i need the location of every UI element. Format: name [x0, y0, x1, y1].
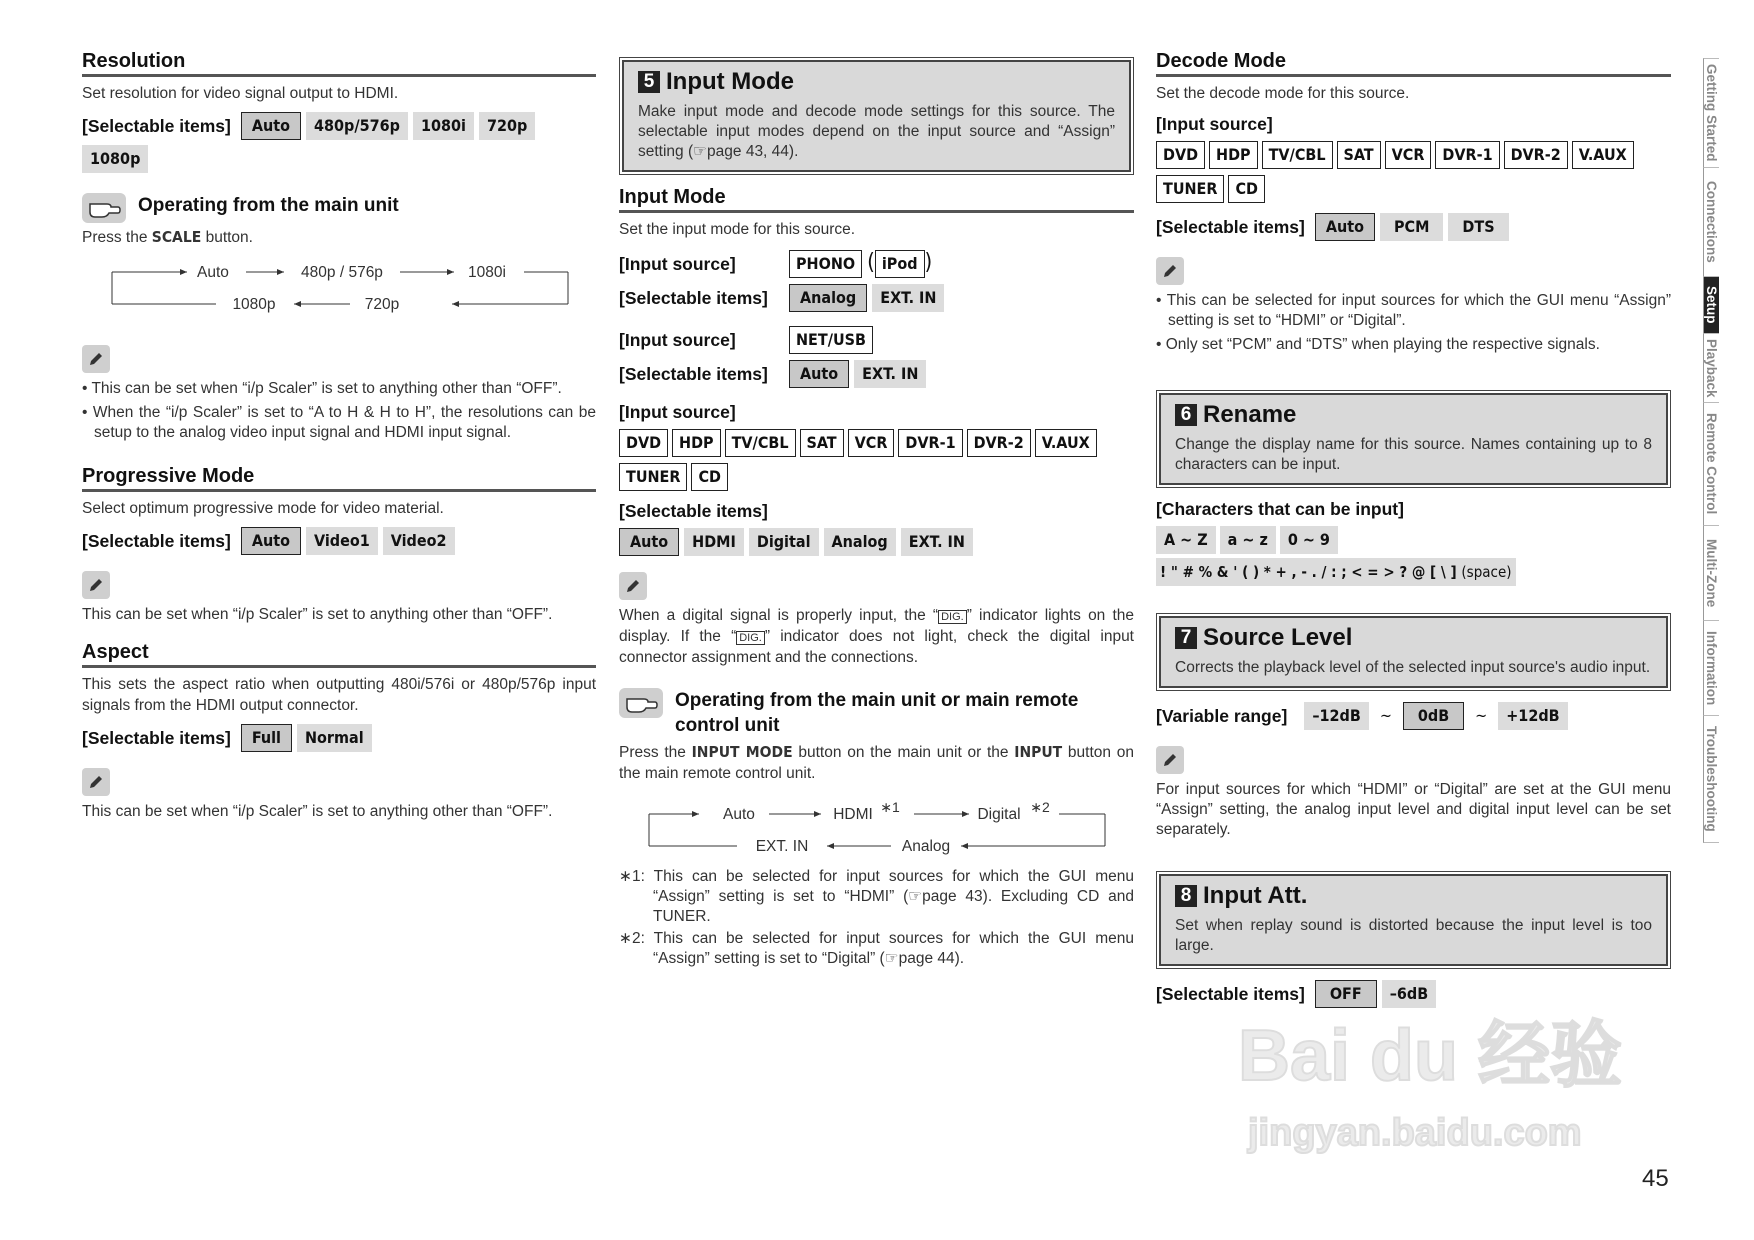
progressive-desc: Select optimum progressive mode for video material.	[82, 500, 444, 517]
aspect-note: This can be set when “i/p Scaler” is set to anything other than “OFF”.	[82, 803, 553, 820]
selectable-items-label: [Selectable items]	[619, 363, 768, 384]
source-level-note: For input sources for which “HDMI” or “Digital” are set at the GUI menu “Assign” setting, the analog input level and digital input level can be set separately.	[1156, 781, 1671, 838]
source-chip: TV/CBL	[725, 429, 796, 457]
pencil-note-icon	[82, 571, 110, 599]
source-level-box-desc: Corrects the playback level of the selected input source's audio input.	[1175, 659, 1651, 676]
resolution-items-row	[82, 112, 596, 173]
group2-sources-row	[619, 326, 1134, 354]
flow-auto: Auto	[723, 806, 755, 823]
input-mode-key: INPUT MODE	[691, 743, 793, 761]
resolution-item: 720p	[479, 112, 535, 140]
char-range: a ~ z	[1220, 526, 1276, 554]
att-item: OFF	[1315, 980, 1377, 1008]
mode-item: EXT. IN	[854, 360, 926, 388]
scale-flow-diagram	[82, 256, 596, 324]
scale-key: SCALE	[151, 228, 202, 246]
range-max: +12dB	[1498, 702, 1567, 730]
rename-box-desc: Change the display name for this source. Names containing up to 8 characters can be input.	[1175, 436, 1652, 473]
mode-item: Digital	[749, 528, 819, 556]
progressive-items-row	[82, 527, 596, 555]
page-number: 45	[1642, 1165, 1669, 1192]
tab-playback[interactable]: Playback	[1703, 334, 1719, 403]
op-remote-heading	[619, 688, 1134, 738]
tab-information[interactable]: Information	[1703, 621, 1719, 716]
flow-1080i: 1080i	[468, 264, 506, 281]
flow-hdmi: HDMI	[833, 806, 873, 823]
rename-box-title	[1175, 401, 1652, 429]
flow-mark-2: ∗2	[1030, 799, 1050, 815]
source-level-box	[1159, 616, 1668, 688]
range-min: –12dB	[1304, 702, 1369, 730]
decode-item: PCM	[1380, 213, 1443, 241]
input-mode-box	[622, 60, 1131, 172]
pencil-note-icon	[82, 345, 110, 373]
decode-mode-desc: Set the decode mode for this source.	[1156, 85, 1410, 102]
progressive-title: Progressive Mode	[82, 465, 596, 492]
aspect-title: Aspect	[82, 641, 596, 668]
flow-auto: Auto	[197, 264, 229, 281]
progressive-note: This can be set when “i/p Scaler” is set to anything other than “OFF”.	[82, 606, 553, 623]
source-chip: SAT	[1337, 141, 1381, 169]
chapter-side-tabs	[1703, 58, 1747, 843]
dig-indicator: DIG.	[938, 610, 967, 624]
chars-row	[1156, 526, 1671, 586]
decode-item: DTS	[1448, 213, 1508, 241]
range-default: 0dB	[1403, 702, 1464, 730]
press-text: button on the main remote control unit.	[619, 744, 1134, 782]
press-text: Press the	[82, 229, 152, 246]
char-range: 0 ~ 9	[1280, 526, 1338, 554]
input-att-items-row	[1156, 980, 1671, 1008]
source-chip: TV/CBL	[1262, 141, 1333, 169]
footnote-2: ∗2: This can be selected for input sources for which the GUI menu “Assign” setting is set to “Digital” (☞page 44).	[619, 930, 1134, 967]
att-item: –6dB	[1382, 980, 1436, 1008]
input-mode-box-desc: Make input mode and decode mode settings for this source. The selectable input modes depend on the input source and “Assign” setting (☞page 43, 44).	[638, 103, 1115, 160]
source-chip: PHONO	[789, 250, 862, 278]
pencil-note-icon	[82, 768, 110, 796]
source-chip: NET/USB	[789, 326, 873, 354]
source-chip: HDP	[672, 429, 721, 457]
space-text: (space)	[1461, 563, 1512, 581]
op-main-unit-heading	[82, 193, 596, 223]
tab-troubleshooting[interactable]: Troubleshooting	[1703, 716, 1719, 843]
source-chip: HDP	[1209, 141, 1258, 169]
input-source-label: [Input source]	[619, 329, 736, 350]
hand-pointer-icon	[82, 193, 126, 223]
flow-digital: Digital	[977, 806, 1021, 823]
tab-multi-zone[interactable]: Multi-Zone	[1703, 526, 1719, 621]
decode-sources-row	[1156, 141, 1671, 169]
decode-sources-row-2	[1156, 175, 1671, 203]
right-column	[1156, 50, 1671, 1014]
selectable-items-label: [Selectable items]	[1156, 983, 1305, 1004]
resolution-note: • When the “i/p Scaler” is set to “A to H & H to H”, the resolutions can be setup to the analog video input signal and HDMI input signal.	[82, 404, 597, 441]
decode-item: Auto	[1315, 213, 1375, 241]
aspect-items-row	[82, 724, 596, 752]
box-title-text: Input Att.	[1203, 882, 1308, 909]
resolution-item: 480p/576p	[306, 112, 408, 140]
char-range: A ~ Z	[1156, 526, 1216, 554]
flow-1080p: 1080p	[232, 296, 276, 313]
decode-note: • This can be selected for input sources for which the GUI menu “Assign” setting is set to “HDMI” or “Digital”.	[1156, 292, 1671, 329]
source-chip: DVD	[619, 429, 668, 457]
source-chip: VCR	[848, 429, 895, 457]
footnote-1: ∗1: This can be selected for input sources for which the GUI menu “Assign” setting is set to “HDMI” (☞page 43). Excluding CD and TUNER.	[619, 868, 1134, 925]
selectable-items-label: [Selectable items]	[82, 115, 231, 136]
middle-column	[619, 50, 1134, 971]
input-source-label: [Input source]	[619, 253, 736, 274]
mode-item: EXT. IN	[872, 284, 944, 312]
dig-indicator: DIG.	[736, 631, 765, 645]
flow-analog: Analog	[901, 838, 951, 855]
source-chip: TUNER	[619, 463, 687, 491]
mode-item: Analog	[824, 528, 896, 556]
note-text: This can be selected for input sources for which the GUI menu “Assign” setting is set to “HDMI” or “Digital”.	[1166, 292, 1671, 329]
section-number: 5	[638, 71, 660, 93]
source-chip: TUNER	[1156, 175, 1224, 203]
mode-item: Analog	[789, 284, 867, 312]
note-text: When a digital signal is properly input, the “	[619, 607, 939, 624]
note-text: ” indicator does not light, check the digital input connector assignment and the connections.	[619, 628, 1134, 666]
chars-label: [Characters that can be input]	[1156, 499, 1404, 519]
input-att-box-title	[1175, 882, 1652, 910]
source-chip: CD	[691, 463, 728, 491]
input-source-label: [Input source]	[619, 402, 736, 422]
watermark-line-2: jingyan.baidu.com	[1248, 1112, 1582, 1154]
resolution-item: Auto	[241, 112, 301, 140]
mode-item: EXT. IN	[901, 528, 973, 556]
mode-item: Auto	[619, 528, 679, 556]
flow-480p: 480p / 576p	[301, 264, 383, 281]
hand-pointer-icon	[619, 688, 663, 718]
progressive-item: Auto	[241, 527, 301, 555]
tab-connections[interactable]: Connections	[1703, 168, 1719, 277]
decode-note: • Only set “PCM” and “DTS” when playing the respective signals.	[1156, 336, 1600, 353]
resolution-item: 1080i	[413, 112, 474, 140]
aspect-item: Full	[241, 724, 292, 752]
note-text: ” indicator lights on the display. If the “	[619, 607, 1134, 645]
op-main-unit-title: Operating from the main unit	[138, 195, 399, 216]
op-remote-text	[619, 742, 1134, 784]
selectable-items-label: [Selectable items]	[619, 287, 768, 308]
input-source-label: [Input source]	[1156, 114, 1273, 134]
source-chip: DVR-2	[967, 429, 1031, 457]
source-chip: DVR-2	[1504, 141, 1568, 169]
left-column	[82, 50, 596, 826]
flow-720p: 720p	[364, 296, 400, 313]
tab-setup[interactable]: Setup	[1703, 277, 1719, 334]
group2-items-row	[619, 360, 1134, 388]
op-main-unit-text	[82, 227, 596, 248]
source-chip: VCR	[1385, 141, 1432, 169]
selectable-items-label: [Selectable items]	[1156, 216, 1305, 237]
press-text: button on the main unit or the	[792, 744, 1015, 761]
source-chip: V.AUX	[1035, 429, 1097, 457]
note-text: This can be set when “i/p Scaler” is set to anything other than “OFF”.	[91, 380, 562, 397]
digital-indicator-note	[619, 606, 1134, 668]
selectable-items-label: [Selectable items]	[82, 530, 231, 551]
mode-item: HDMI	[684, 528, 744, 556]
source-chip: SAT	[800, 429, 844, 457]
input-mode-flow-diagram	[619, 792, 1134, 860]
baidu-watermark-logo	[1228, 1010, 1648, 1160]
input-att-box	[1159, 874, 1668, 966]
range-tilde: ~	[1379, 706, 1392, 725]
resolution-item: 1080p	[82, 145, 148, 173]
pencil-note-icon	[1156, 257, 1184, 285]
note-text: When the “i/p Scaler” is set to “A to H & H to H”, the resolutions can be setup to the analog video input signal and HDMI input signal.	[92, 404, 597, 441]
flow-mark-1: ∗1	[880, 799, 900, 815]
selectable-items-label: [Selectable items]	[619, 501, 768, 521]
pencil-note-icon	[1156, 746, 1184, 774]
selectable-items-label: [Selectable items]	[82, 727, 231, 748]
source-level-box-title	[1175, 624, 1652, 652]
resolution-desc: Set resolution for video signal output to HDMI.	[82, 85, 399, 102]
note-text: Only set “PCM” and “DTS” when playing the respective signals.	[1165, 336, 1600, 353]
source-chip: iPod	[875, 250, 925, 278]
group1-items-row	[619, 284, 1134, 312]
tab-remote-control[interactable]: Remote Control	[1703, 403, 1719, 526]
press-text: Press the	[619, 744, 692, 761]
decode-items-row	[1156, 213, 1671, 241]
variable-range-label: [Variable range]	[1156, 705, 1288, 726]
section-number: 7	[1175, 627, 1197, 649]
box-title-text: Source Level	[1203, 624, 1353, 651]
source-chip: CD	[1228, 175, 1265, 203]
flow-ext-in: EXT. IN	[755, 838, 809, 855]
resolution-title: Resolution	[82, 50, 596, 77]
char-symbols	[1156, 558, 1516, 586]
input-mode-title: Input Mode	[619, 186, 1134, 213]
progressive-item: Video1	[306, 527, 378, 555]
group1-sources-row	[619, 250, 1134, 278]
group3-sources-row	[619, 429, 1134, 457]
progressive-item: Video2	[383, 527, 455, 555]
input-mode-desc: Set the input mode for this source.	[619, 221, 856, 238]
op-remote-title: Operating from the main unit or main remote control unit	[675, 690, 1079, 736]
group3-items-row	[619, 528, 1134, 556]
aspect-desc: This sets the aspect ratio when outputting 480i/576i or 480p/576p input signals from the HDMI output connector.	[82, 676, 596, 714]
group3-sources-row-2	[619, 463, 1134, 491]
mode-item: Auto	[789, 360, 849, 388]
source-chip: DVR-1	[1435, 141, 1499, 169]
box-title-text: Rename	[1203, 401, 1297, 428]
press-text: button.	[201, 229, 253, 246]
decode-mode-title: Decode Mode	[1156, 50, 1671, 77]
variable-range-row	[1156, 702, 1671, 730]
source-chip: DVR-1	[898, 429, 962, 457]
ipod-bracket: ( iPod )	[867, 250, 932, 278]
resolution-note: • This can be set when “i/p Scaler” is set to anything other than “OFF”.	[82, 380, 562, 397]
section-number: 6	[1175, 404, 1197, 426]
watermark-line-1: Bai du 经验	[1238, 1016, 1623, 1096]
aspect-item: Normal	[297, 724, 372, 752]
pencil-note-icon	[619, 572, 647, 600]
source-chip: V.AUX	[1572, 141, 1634, 169]
symbols-text: ! " # % & ' ( ) * + , - . / : ; < = > ? @ [ \ ]	[1160, 563, 1457, 581]
input-key: INPUT	[1014, 743, 1063, 761]
input-mode-box-title	[638, 68, 1115, 96]
source-chip: DVD	[1156, 141, 1205, 169]
input-att-box-desc: Set when replay sound is distorted because the input level is too large.	[1175, 917, 1652, 954]
box-title-text: Input Mode	[666, 68, 794, 95]
range-tilde: ~	[1475, 706, 1488, 725]
tab-getting-started[interactable]: Getting Started	[1703, 58, 1719, 168]
rename-box	[1159, 393, 1668, 485]
section-number: 8	[1175, 885, 1197, 907]
